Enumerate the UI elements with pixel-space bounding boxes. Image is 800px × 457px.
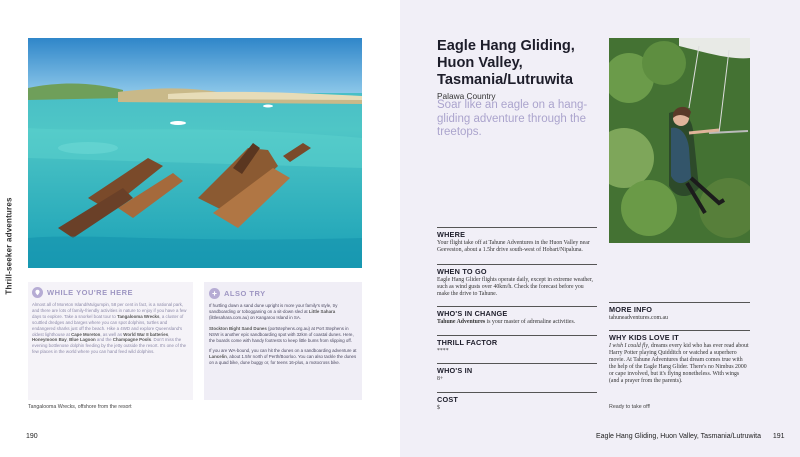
fact-when-to-go: WHEN TO GO Eagle Hang Glider flights operate daily, except in extreme weather, such as wind gusts over 40km/h. Check the forecast before you make the drive to Tahune. bbox=[437, 264, 597, 298]
page-number-left: 190 bbox=[26, 433, 38, 440]
while-youre-here-text: Almost all of Moreton Island/Mulgumpin, 58 per cent in fact, is a national park, and there are lots of family-friendly activities in nature to enjoy if you have a few days to explore. Take a snorkel boat tour to Tangalooma Wrecks, a cluster of scuttled dredges and barges where you can spot dolphins, turtles and endangered sharks just off the beach. Hike a 4WD and explore Queensland's oldest lighthouse at Cape Moreton, as well as World War II batteries, Honeymoon Bay, Blue Lagoon and the Champagne Pools. Don't miss the evening bottlenose dolphin feeding by the jetty outside the resort. It's one of the few places in the world where you can hand feed wild dolphins. bbox=[32, 302, 187, 355]
plus-icon bbox=[209, 288, 220, 299]
while-youre-here-title: WHILE YOU'RE HERE bbox=[47, 288, 133, 297]
fact-why-kids-love-it: WHY KIDS LOVE IT I wish I could fly, dreams every kid who has ever read about Harry Potter playing Quidditch or watched a superhero movie. At Tahune Adventures that dream comes true with the help of the Eagle Hang Glider. There's no Nimbus 2000 or cape involved, but it's flying nonetheless. With wings (and a prayer from the parents). bbox=[609, 330, 750, 385]
also-try-box bbox=[204, 282, 362, 400]
also-try-para-1: If hurtling down a sand dune upright is more your family's style, try sandboarding or tobogganing on a sit-down sled at Little Sahara (littlesahara.com.au) on Kangaroo Island in SA. bbox=[209, 303, 338, 320]
fact-whos-in-charge: WHO'S IN CHANGE Tahune Adventures is your master of adrenaline activities. bbox=[437, 306, 597, 326]
page-footer-right bbox=[596, 433, 785, 440]
activity-lede: Soar like an eagle on a hang-gliding adventure through the treetops. bbox=[437, 99, 588, 138]
fact-whos-in: WHO'S IN 8+ bbox=[437, 363, 597, 383]
fact-thrill-factor: THRILL FACTOR **** bbox=[437, 335, 597, 355]
photo-caption-left: Tangalooma Wrecks, offshore from the resort bbox=[28, 404, 132, 410]
photo-caption-right: Ready to take off! bbox=[609, 404, 651, 410]
fact-more-info: MORE INFO tahuneadventures.com.au bbox=[609, 302, 750, 322]
shipwreck-photo bbox=[28, 38, 362, 268]
country-name: Palawa Country bbox=[437, 91, 496, 101]
also-try-para-2: Stockton Bight Sand Dunes (portstephens.org.au) at Port Stephens in NSW is another epic sandboarding spot with 32km of coastal dunes. Here, the boards come with handy footrests to keep little bums from slipping off. bbox=[209, 325, 354, 343]
fact-where: WHERE Your flight take off at Tahune Adventures in the Huon Valley near Geeveston, about a 1.5hr drive south-west of Hobart/Nipaluna. bbox=[437, 227, 597, 254]
running-footer-title: Eagle Hang Gliding, Huon Valley, Tasmania/Lutruwita bbox=[596, 433, 761, 440]
section-side-label: Thrill-seeker adventures bbox=[4, 197, 14, 295]
also-try-title: ALSO TRY bbox=[224, 289, 266, 298]
hang-glider-photo bbox=[609, 38, 750, 243]
also-try-para-3: If you are WA-bound, you can hit the dunes on a sandboarding adventure at Lancelin, about 1.5hr north of Perth/Boorloo. You can also tackle the dunes on a quad bike, dune buggy or, for teens 16-plus, a motocross bike. bbox=[209, 348, 357, 366]
while-youre-here-box bbox=[28, 282, 193, 400]
location-pin-icon bbox=[32, 287, 43, 298]
activity-title: Eagle Hang Gliding, Huon Valley, Tasmania/Lutruwita bbox=[437, 38, 575, 88]
fact-cost: COST $ bbox=[437, 392, 597, 412]
page-number-right: 191 bbox=[772, 433, 785, 440]
